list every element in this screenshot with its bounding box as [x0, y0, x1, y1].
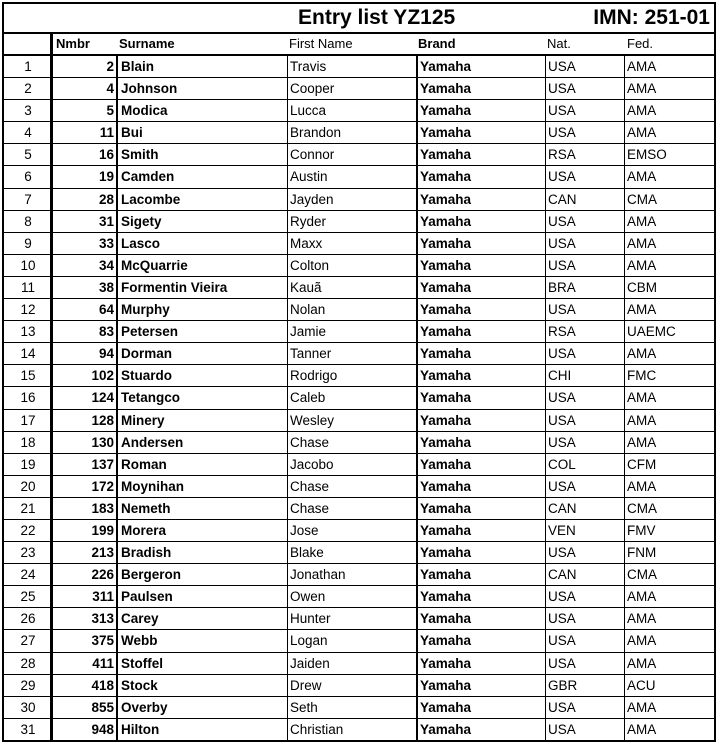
- rider-surname: Moynihan: [116, 476, 287, 497]
- rider-first-name: Jamie: [287, 321, 416, 342]
- rider-first-name: Jonathan: [287, 564, 416, 585]
- rider-nationality: VEN: [545, 520, 624, 541]
- row-index: 1: [24, 59, 32, 74]
- rider-federation: AMA: [624, 343, 714, 364]
- table-row: [4, 476, 714, 498]
- rider-federation: AMA: [624, 299, 714, 320]
- table-row: [4, 211, 714, 233]
- rider-number: 411: [92, 655, 114, 671]
- rider-first-name: Drew: [287, 675, 416, 696]
- rider-nationality: USA: [545, 78, 624, 99]
- rider-surname: McQuarrie: [116, 255, 287, 276]
- header-nmbr: Nmbr: [56, 36, 90, 51]
- rider-number: 38: [98, 279, 114, 295]
- rider-first-name: Lucca: [287, 100, 416, 121]
- rider-nationality: USA: [545, 211, 624, 232]
- entry-list-sheet: [2, 2, 716, 742]
- row-index: 6: [24, 169, 32, 185]
- rider-brand: Yamaha: [416, 542, 545, 563]
- rider-first-name: Seth: [287, 697, 416, 718]
- row-index: 23: [20, 545, 36, 561]
- row-index: 13: [20, 324, 36, 340]
- rider-nationality: USA: [545, 255, 624, 276]
- table-row: [4, 719, 714, 741]
- rider-nationality: USA: [545, 586, 624, 607]
- rider-federation: CMA: [624, 564, 714, 585]
- rider-nationality: USA: [545, 410, 624, 431]
- rider-first-name: Kauã: [287, 277, 416, 298]
- row-index: 10: [20, 257, 36, 273]
- header-nat: Nat.: [547, 36, 571, 51]
- title-row: [4, 4, 714, 34]
- table-header: [4, 34, 714, 56]
- rider-federation: FNM: [624, 542, 714, 563]
- rider-nationality: USA: [545, 387, 624, 408]
- rider-surname: Hilton: [116, 719, 287, 741]
- rider-first-name: Brandon: [287, 122, 416, 143]
- rider-surname: Dorman: [116, 343, 287, 364]
- rider-federation: AMA: [624, 653, 714, 674]
- rider-brand: Yamaha: [416, 144, 545, 165]
- table-row: [4, 564, 714, 586]
- row-index: 21: [20, 500, 36, 516]
- rider-number: 64: [98, 302, 114, 318]
- row-index: 15: [20, 368, 36, 384]
- rider-brand: Yamaha: [416, 387, 545, 408]
- rider-nationality: USA: [545, 542, 624, 563]
- header-surname: Surname: [119, 36, 175, 51]
- rider-nationality: USA: [545, 233, 624, 254]
- rider-brand: Yamaha: [416, 719, 545, 741]
- rider-number: 11: [99, 125, 114, 141]
- table-row: [4, 189, 714, 211]
- rider-surname: Blain: [116, 56, 287, 77]
- page-title: Entry list YZ125: [298, 6, 456, 29]
- rider-surname: Overby: [116, 697, 287, 718]
- rider-first-name: Chase: [287, 432, 416, 453]
- rider-surname: Andersen: [116, 432, 287, 453]
- rider-brand: Yamaha: [416, 697, 545, 718]
- rider-federation: AMA: [624, 608, 714, 629]
- table-body: [4, 56, 714, 741]
- rider-number: 16: [98, 147, 114, 163]
- rider-brand: Yamaha: [416, 630, 545, 651]
- row-index: 16: [20, 390, 36, 406]
- row-index: 7: [24, 191, 32, 207]
- rider-number: 34: [98, 257, 114, 273]
- rider-brand: Yamaha: [416, 277, 545, 298]
- rider-federation: AMA: [624, 233, 714, 254]
- row-index: 14: [20, 346, 36, 362]
- rider-surname: Nemeth: [116, 498, 287, 519]
- rider-number: 94: [98, 346, 114, 362]
- rider-federation: CFM: [624, 454, 714, 475]
- row-index: 30: [20, 699, 36, 715]
- rider-federation: CMA: [624, 189, 714, 210]
- rider-first-name: Tanner: [287, 343, 416, 364]
- rider-first-name: Jose: [287, 520, 416, 541]
- rider-federation: AMA: [624, 410, 714, 431]
- rider-number: 33: [98, 235, 114, 251]
- rider-brand: Yamaha: [416, 122, 545, 143]
- rider-federation: AMA: [624, 432, 714, 453]
- table-row: [4, 233, 714, 255]
- row-index: 20: [20, 478, 36, 494]
- rider-first-name: Jacobo: [287, 454, 416, 475]
- rider-number: 183: [91, 500, 114, 516]
- rider-surname: Webb: [116, 630, 287, 651]
- rider-number: 2: [106, 59, 114, 74]
- rider-nationality: USA: [545, 100, 624, 121]
- table-row: [4, 586, 714, 608]
- rider-surname: Morera: [116, 520, 287, 541]
- table-row: [4, 675, 714, 697]
- table-row: [4, 277, 714, 299]
- row-index: 11: [20, 279, 35, 295]
- rider-number: 199: [91, 522, 114, 538]
- rider-surname: Stuardo: [116, 365, 287, 386]
- rider-first-name: Blake: [287, 542, 416, 563]
- rider-first-name: Chase: [287, 476, 416, 497]
- table-row: [4, 410, 714, 432]
- rider-first-name: Owen: [287, 586, 416, 607]
- rider-number: 128: [91, 412, 114, 428]
- rider-surname: Lasco: [116, 233, 287, 254]
- rider-first-name: Hunter: [287, 608, 416, 629]
- rider-federation: AMA: [624, 387, 714, 408]
- row-index: 5: [24, 147, 32, 163]
- rider-nationality: RSA: [545, 144, 624, 165]
- rider-brand: Yamaha: [416, 608, 545, 629]
- rider-first-name: Christian: [287, 719, 416, 741]
- row-index: 28: [20, 655, 36, 671]
- table-row: [4, 454, 714, 476]
- rider-first-name: Connor: [287, 144, 416, 165]
- row-index: 4: [24, 125, 32, 141]
- rider-number: 102: [91, 368, 114, 384]
- rider-first-name: Chase: [287, 498, 416, 519]
- rider-federation: AMA: [624, 211, 714, 232]
- table-row: [4, 520, 714, 542]
- rider-brand: Yamaha: [416, 78, 545, 99]
- row-index: 3: [24, 103, 32, 119]
- row-index: 29: [20, 677, 36, 693]
- rider-brand: Yamaha: [416, 432, 545, 453]
- rider-federation: FMC: [624, 365, 714, 386]
- rider-number: 130: [91, 434, 114, 450]
- rider-nationality: BRA: [545, 277, 624, 298]
- rider-first-name: Rodrigo: [287, 365, 416, 386]
- row-index: 22: [20, 522, 36, 538]
- rider-federation: AMA: [624, 166, 714, 187]
- rider-federation: AMA: [624, 255, 714, 276]
- rider-first-name: Jayden: [287, 189, 416, 210]
- table-row: [4, 387, 714, 409]
- rider-number: 19: [98, 169, 114, 185]
- rider-number: 226: [91, 567, 114, 583]
- column-divider: [50, 34, 53, 740]
- rider-federation: AMA: [624, 476, 714, 497]
- rider-number: 31: [98, 213, 114, 229]
- rider-brand: Yamaha: [416, 56, 545, 77]
- table-row: [4, 542, 714, 564]
- rider-brand: Yamaha: [416, 189, 545, 210]
- rider-surname: Bergeron: [116, 564, 287, 585]
- rider-nationality: USA: [545, 719, 624, 741]
- rider-first-name: Jaiden: [287, 653, 416, 674]
- row-index: 2: [24, 81, 32, 97]
- rider-nationality: USA: [545, 653, 624, 674]
- row-index: 17: [20, 412, 36, 428]
- rider-number: 83: [98, 324, 114, 340]
- rider-brand: Yamaha: [416, 343, 545, 364]
- imn-code: IMN: 251-01: [593, 6, 710, 29]
- rider-nationality: USA: [545, 476, 624, 497]
- rider-federation: AMA: [624, 586, 714, 607]
- header-first-name: First Name: [289, 36, 353, 51]
- rider-federation: UAEMC: [624, 321, 714, 342]
- rider-number: 137: [91, 456, 114, 472]
- rider-number: 172: [91, 478, 114, 494]
- rider-brand: Yamaha: [416, 520, 545, 541]
- rider-surname: Camden: [116, 166, 287, 187]
- rider-number: 375: [91, 633, 114, 649]
- table-row: [4, 122, 714, 144]
- rider-federation: AMA: [624, 56, 714, 77]
- rider-surname: Modica: [116, 100, 287, 121]
- row-index: 26: [20, 611, 36, 627]
- rider-brand: Yamaha: [416, 321, 545, 342]
- rider-first-name: Austin: [287, 166, 416, 187]
- rider-nationality: GBR: [545, 675, 624, 696]
- rider-brand: Yamaha: [416, 255, 545, 276]
- row-index: 25: [20, 589, 36, 605]
- rider-brand: Yamaha: [416, 564, 545, 585]
- header-fed: Fed.: [627, 36, 654, 51]
- rider-number: 313: [91, 611, 114, 627]
- rider-number: 948: [91, 721, 114, 737]
- rider-first-name: Logan: [287, 630, 416, 651]
- table-row: [4, 432, 714, 454]
- rider-first-name: Ryder: [287, 211, 416, 232]
- rider-brand: Yamaha: [416, 299, 545, 320]
- rider-federation: AMA: [624, 719, 714, 741]
- rider-federation: AMA: [624, 630, 714, 651]
- table-row: [4, 697, 714, 719]
- rider-number: 4: [106, 81, 114, 97]
- rider-first-name: Travis: [287, 56, 416, 77]
- rider-surname: Minery: [116, 410, 287, 431]
- rider-brand: Yamaha: [416, 675, 545, 696]
- rider-surname: Carey: [116, 608, 287, 629]
- row-index: 24: [20, 567, 36, 583]
- rider-brand: Yamaha: [416, 476, 545, 497]
- table-row: [4, 78, 714, 100]
- rider-number: 213: [91, 545, 114, 561]
- table-row: [4, 608, 714, 630]
- rider-nationality: USA: [545, 343, 624, 364]
- table-row: [4, 299, 714, 321]
- rider-nationality: USA: [545, 432, 624, 453]
- rider-nationality: USA: [545, 608, 624, 629]
- rider-first-name: Wesley: [287, 410, 416, 431]
- rider-brand: Yamaha: [416, 211, 545, 232]
- rider-nationality: CAN: [545, 564, 624, 585]
- row-index: 9: [24, 235, 32, 251]
- row-index: 12: [20, 302, 36, 318]
- rider-surname: Paulsen: [116, 586, 287, 607]
- rider-nationality: USA: [545, 697, 624, 718]
- rider-nationality: RSA: [545, 321, 624, 342]
- rider-nationality: USA: [545, 166, 624, 187]
- rider-nationality: CHI: [545, 365, 624, 386]
- rider-nationality: USA: [545, 122, 624, 143]
- table-row: [4, 166, 714, 188]
- rider-surname: Roman: [116, 454, 287, 475]
- rider-brand: Yamaha: [416, 166, 545, 187]
- rider-surname: Smith: [116, 144, 287, 165]
- rider-surname: Sigety: [116, 211, 287, 232]
- table-row: [4, 56, 714, 78]
- rider-brand: Yamaha: [416, 653, 545, 674]
- rider-federation: AMA: [624, 697, 714, 718]
- row-index: 18: [20, 434, 36, 450]
- rider-brand: Yamaha: [416, 410, 545, 431]
- rider-nationality: USA: [545, 299, 624, 320]
- rider-federation: EMSO: [624, 144, 714, 165]
- rider-surname: Petersen: [116, 321, 287, 342]
- rider-surname: Tetangco: [116, 387, 287, 408]
- rider-first-name: Nolan: [287, 299, 416, 320]
- rider-first-name: Colton: [287, 255, 416, 276]
- rider-number: 28: [98, 191, 114, 207]
- rider-federation: AMA: [624, 122, 714, 143]
- rider-surname: Lacombe: [116, 189, 287, 210]
- rider-brand: Yamaha: [416, 365, 545, 386]
- rider-number: 124: [91, 390, 114, 406]
- rider-federation: ACU: [624, 675, 714, 696]
- row-index: 27: [20, 633, 36, 649]
- rider-number: 5: [106, 103, 114, 119]
- row-index: 31: [20, 721, 36, 737]
- rider-federation: CMA: [624, 498, 714, 519]
- rider-nationality: CAN: [545, 189, 624, 210]
- row-index: 19: [20, 456, 36, 472]
- table-row: [4, 321, 714, 343]
- rider-federation: FMV: [624, 520, 714, 541]
- row-index: 8: [24, 213, 32, 229]
- rider-surname: Bradish: [116, 542, 287, 563]
- rider-surname: Stoffel: [116, 653, 287, 674]
- rider-surname: Murphy: [116, 299, 287, 320]
- header-brand: Brand: [418, 36, 456, 51]
- table-row: [4, 653, 714, 675]
- rider-surname: Johnson: [116, 78, 287, 99]
- rider-brand: Yamaha: [416, 498, 545, 519]
- table-row: [4, 343, 714, 365]
- rider-nationality: USA: [545, 56, 624, 77]
- rider-first-name: Maxx: [287, 233, 416, 254]
- rider-federation: AMA: [624, 100, 714, 121]
- table-row: [4, 365, 714, 387]
- rider-first-name: Cooper: [287, 78, 416, 99]
- rider-number: 311: [92, 589, 114, 605]
- table-row: [4, 630, 714, 652]
- rider-nationality: USA: [545, 630, 624, 651]
- rider-surname: Formentin Vieira: [116, 277, 287, 298]
- rider-brand: Yamaha: [416, 454, 545, 475]
- rider-number: 418: [91, 677, 114, 693]
- table-row: [4, 498, 714, 520]
- rider-federation: AMA: [624, 78, 714, 99]
- rider-surname: Stock: [116, 675, 287, 696]
- table-row: [4, 255, 714, 277]
- rider-first-name: Caleb: [287, 387, 416, 408]
- table-row: [4, 100, 714, 122]
- rider-surname: Bui: [116, 122, 287, 143]
- rider-brand: Yamaha: [416, 100, 545, 121]
- rider-brand: Yamaha: [416, 233, 545, 254]
- rider-brand: Yamaha: [416, 586, 545, 607]
- table-row: [4, 144, 714, 166]
- rider-number: 855: [91, 699, 114, 715]
- rider-nationality: COL: [545, 454, 624, 475]
- rider-federation: CBM: [624, 277, 714, 298]
- rider-nationality: CAN: [545, 498, 624, 519]
